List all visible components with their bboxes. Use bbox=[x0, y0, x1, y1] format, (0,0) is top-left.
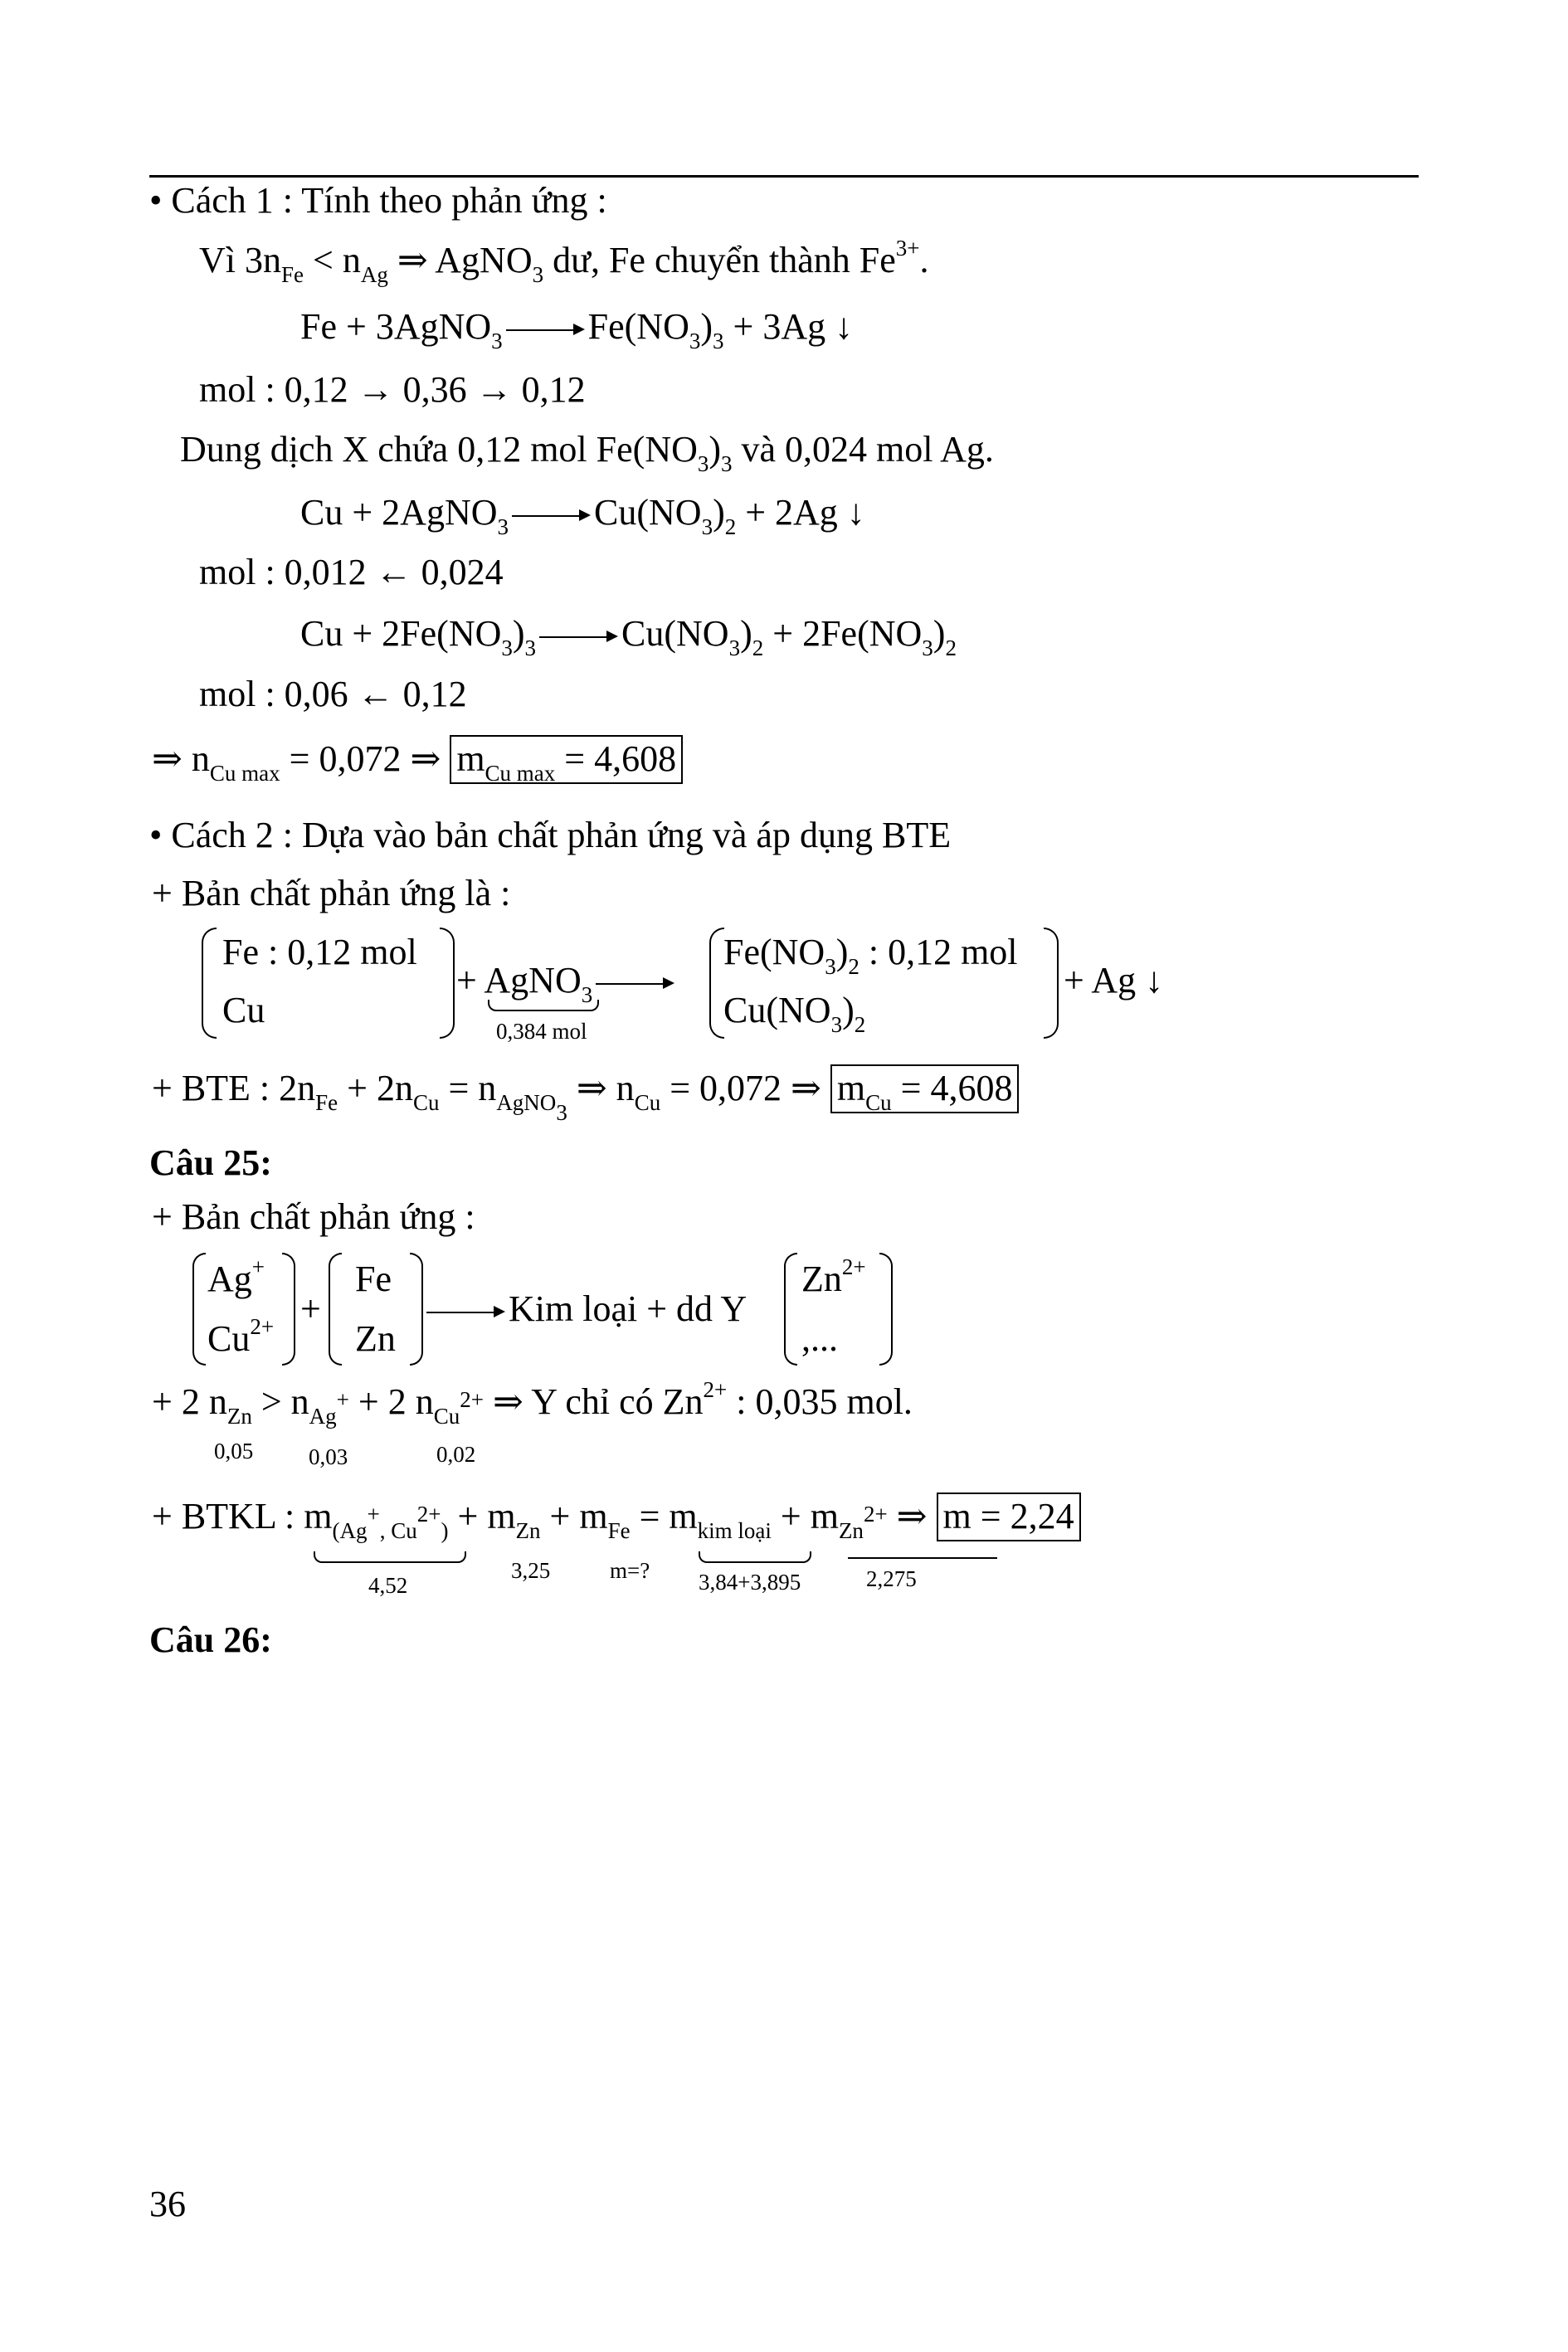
reagent-agno3: + AgNO$_3$ bbox=[456, 962, 678, 999]
left-brace-icon bbox=[784, 1253, 797, 1366]
product-ag: + Ag ↓ bbox=[1064, 960, 1164, 1001]
ion-ag: Ag+ bbox=[207, 1254, 265, 1299]
q25-nature: + Bản chất phản ứng : bbox=[152, 1196, 475, 1237]
product-fe: $Fe(NO_3)_2$ : 0,12 mol bbox=[723, 932, 1018, 979]
y-zn: $Zn^{2+}$ bbox=[801, 1254, 866, 1299]
value-cu: 0,02 bbox=[436, 1442, 476, 1467]
underbrace-icon bbox=[699, 1551, 811, 1563]
right-brace-icon bbox=[1044, 928, 1059, 1039]
reagent-amount: 0,384 mol bbox=[496, 1019, 587, 1044]
value-zn: 0,05 bbox=[214, 1439, 254, 1463]
right-brace-icon bbox=[410, 1253, 423, 1366]
reaction-arrow-icon bbox=[426, 1311, 505, 1314]
equation-3: $Cu + 2Fe(NO_3)_3$ $Cu(NO_3)_2 + 2Fe(NO_3)_2$ bbox=[300, 613, 957, 660]
reaction-arrow-icon bbox=[506, 329, 585, 332]
method1-condition: Vì $3n_{Fe} < n_{Ag}$ ⇒ AgNO$_3$ dư, Fe chuyển thành $Fe^{3+}$. bbox=[199, 236, 929, 287]
method1-header: • Cách 1 : Tính theo phản ứng : bbox=[149, 180, 607, 221]
reaction-arrow-icon bbox=[539, 635, 618, 639]
mol-line-2: mol : 0,012 ← 0,024 bbox=[199, 552, 504, 592]
equation-1: Fe + 3AgNO$_3$ $Fe(NO_3)_3 + 3Ag$ ↓ bbox=[300, 306, 854, 353]
right-brace-icon bbox=[282, 1253, 295, 1366]
mol-line-1: mol : 0,12 → 0,36 → 0,12 bbox=[199, 369, 586, 410]
top-rule bbox=[149, 175, 1419, 178]
right-brace-icon bbox=[440, 928, 455, 1039]
under-zn2: 2,275 bbox=[866, 1566, 917, 1591]
reactant-cu: Cu bbox=[222, 990, 265, 1030]
mol-line-3: mol : 0,06 ← 0,12 bbox=[199, 674, 467, 714]
underbrace-icon bbox=[314, 1551, 466, 1563]
under-zn: 3,25 bbox=[511, 1558, 551, 1583]
reaction-arrow-icon bbox=[596, 982, 674, 986]
method1-answer-box: $m_{Cu max} = 4,608$ bbox=[450, 735, 683, 784]
metal-zn: Zn bbox=[355, 1318, 396, 1359]
left-brace-icon bbox=[329, 1253, 342, 1366]
q25-compare: + 2 $n_{Zn} > n_{Ag^+} + 2$ $n_{Cu^{2+}}$ ⇒ Y chỉ có $Zn^{2+}$ : 0,035 mol. bbox=[152, 1377, 913, 1429]
q25-answer-box: m = 2,24 bbox=[937, 1493, 1081, 1541]
reactant-fe: Fe : 0,12 mol bbox=[222, 932, 417, 972]
under-fe: m=? bbox=[610, 1558, 650, 1583]
page-number: 36 bbox=[149, 2184, 186, 2224]
equation-2: Cu + 2AgNO$_3$ $Cu(NO_3)_2 + 2Ag$ ↓ bbox=[300, 492, 865, 539]
q25-product: Kim loại + dd Y bbox=[423, 1291, 747, 1327]
left-brace-icon bbox=[709, 928, 724, 1039]
under-ions: 4,52 bbox=[368, 1573, 408, 1598]
method2-answer-box: $m_{Cu} = 4,608$ bbox=[830, 1064, 1020, 1113]
plus-sign: + bbox=[300, 1288, 321, 1329]
method2-header: • Cách 2 : Dựa vào bản chất phản ứng và áp dụng BTE bbox=[149, 815, 952, 855]
right-brace-icon bbox=[879, 1253, 893, 1366]
product-cu: $Cu(NO_3)_2$ bbox=[723, 990, 866, 1037]
y-etc: ,... bbox=[801, 1318, 838, 1359]
question-25-title: Câu 25: bbox=[149, 1142, 272, 1183]
under-kimloai: 3,84+3,895 bbox=[699, 1570, 801, 1595]
underbrace-icon bbox=[488, 1000, 599, 1011]
solution-x: Dung dịch X chứa 0,12 mol $Fe(NO_3)_3$ và 0,024 mol Ag. bbox=[180, 429, 994, 476]
underline bbox=[848, 1557, 997, 1559]
question-26-title: Câu 26: bbox=[149, 1619, 272, 1660]
bte-equation: + BTE : $2n_{Fe} + 2n_{Cu} = n_{AgNO_3}$ ⇒ $n_{Cu} = 0,072$ ⇒ $m_{Cu} = 4,608$ bbox=[152, 1070, 1019, 1113]
value-ag: 0,03 bbox=[309, 1444, 348, 1469]
method1-result: ⇒ $n_{Cu max} = 0,072$ ⇒ $m_{Cu max} = 4,608$ bbox=[152, 741, 683, 777]
left-brace-icon bbox=[202, 928, 217, 1039]
metal-fe: Fe bbox=[355, 1259, 392, 1299]
method2-nature: + Bản chất phản ứng là : bbox=[152, 873, 511, 913]
left-brace-icon bbox=[192, 1253, 206, 1366]
ion-cu: $Cu^{2+}$ bbox=[207, 1314, 275, 1359]
q25-btkl: + BTKL : $m_{(Ag^+, Cu^{2+})} + m_{Zn} + m_{Fe} = m_{kim loại} + m_{Zn^{2+}}$ ⇒ m = 2,24 bbox=[152, 1498, 1081, 1535]
reaction-arrow-icon bbox=[512, 514, 591, 518]
